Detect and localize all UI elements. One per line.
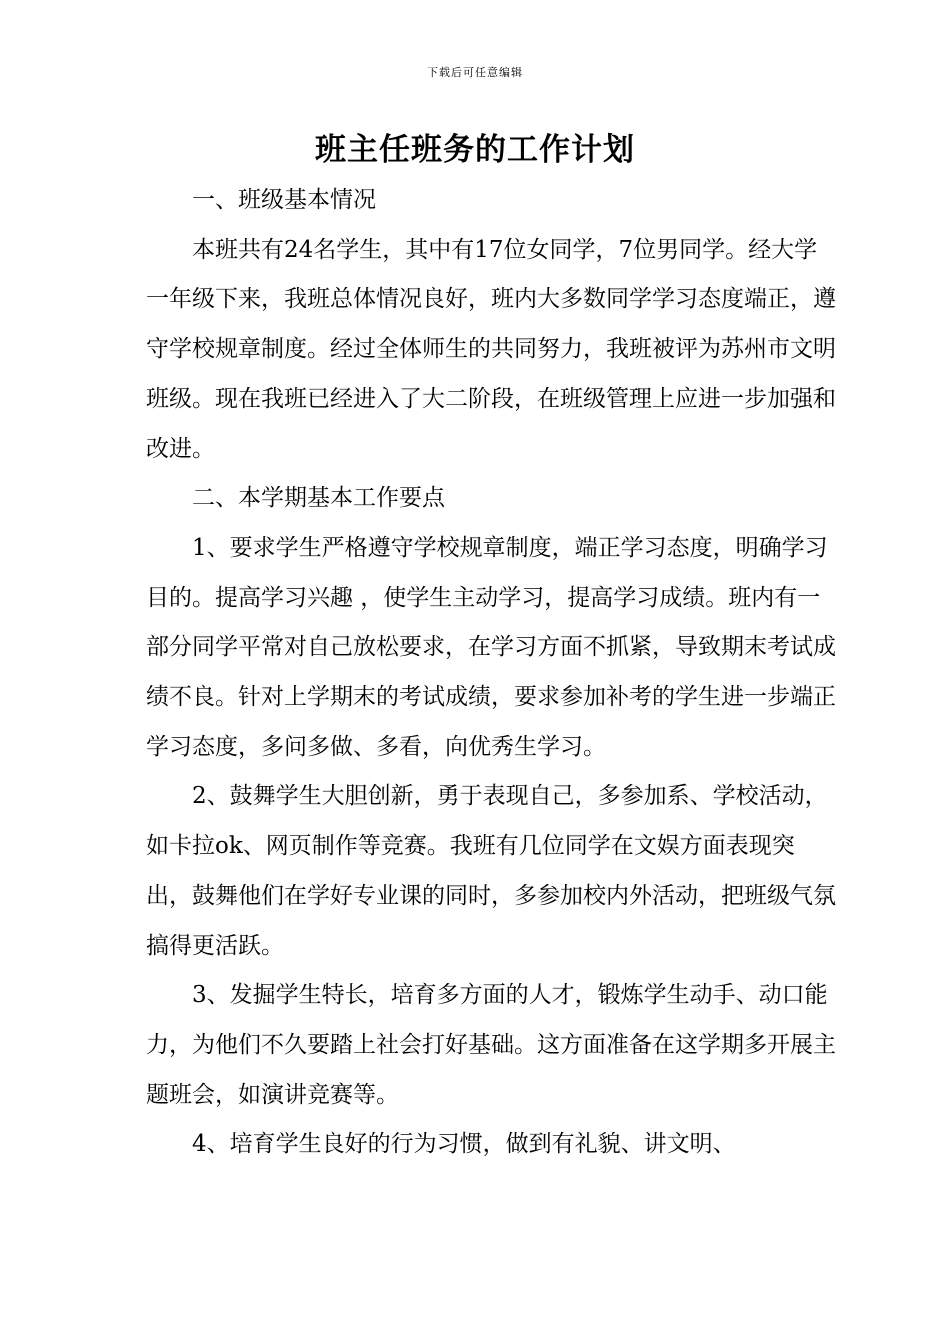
paragraph-point-4: 4、培育学生良好的行为习惯，做到有礼貌、讲文明、 [192,1131,736,1158]
section-heading-1: 一、班级基本情况 [192,187,376,213]
document-title: 班主任班务的工作计划 [315,132,635,168]
paragraph-point-2: 2、鼓舞学生大胆创新，勇于表现自己，多参加系、学校活动，如卡拉ok、网页制作等竞赛。我班有几位同学在文娱方面表现突出，鼓舞他们在学好专业课的同时，多参加校内外活动，把班级气氛搞得更活跃。 [146,783,836,959]
section-heading-2: 二、本学期基本工作要点 [192,485,445,512]
paragraph-point-3: 3、发掘学生特长，培育多方面的人才，锻炼学生动手、动口能力，为他们不久要踏上社会打好基础。这方面准备在这学期多开展主题班会，如演讲竞赛等。 [146,982,836,1108]
paragraph-class-overview: 本班共有24名学生，其中有17位女同学，7位男同学。经大学一年级下来，我班总体情况良好，班内大多数同学学习态度端正，遵守学校规章制度。经过全体师生的共同努力，我班被评为苏州市文明班级。现在我班已经进入了大二阶段，在班级管理上应进一步加强和改进。 [146,236,836,462]
document-body [146,176,836,1170]
header-note: 下载后可任意编辑 [427,66,523,79]
paragraph-point-1: 1、要求学生严格遵守学校规章制度，端正学习态度，明确学习目的。提高学习兴趣 ，使学生主动学习，提高学习成绩。班内有一部分同学平常对自己放松要求，在学习方面不抓紧，导致期末考试成绩不良。针对上学期末的考试成绩，要求参加补考的学生进一步端正学习态度，多问多做、多看，向优秀生学习。 [146,534,836,760]
